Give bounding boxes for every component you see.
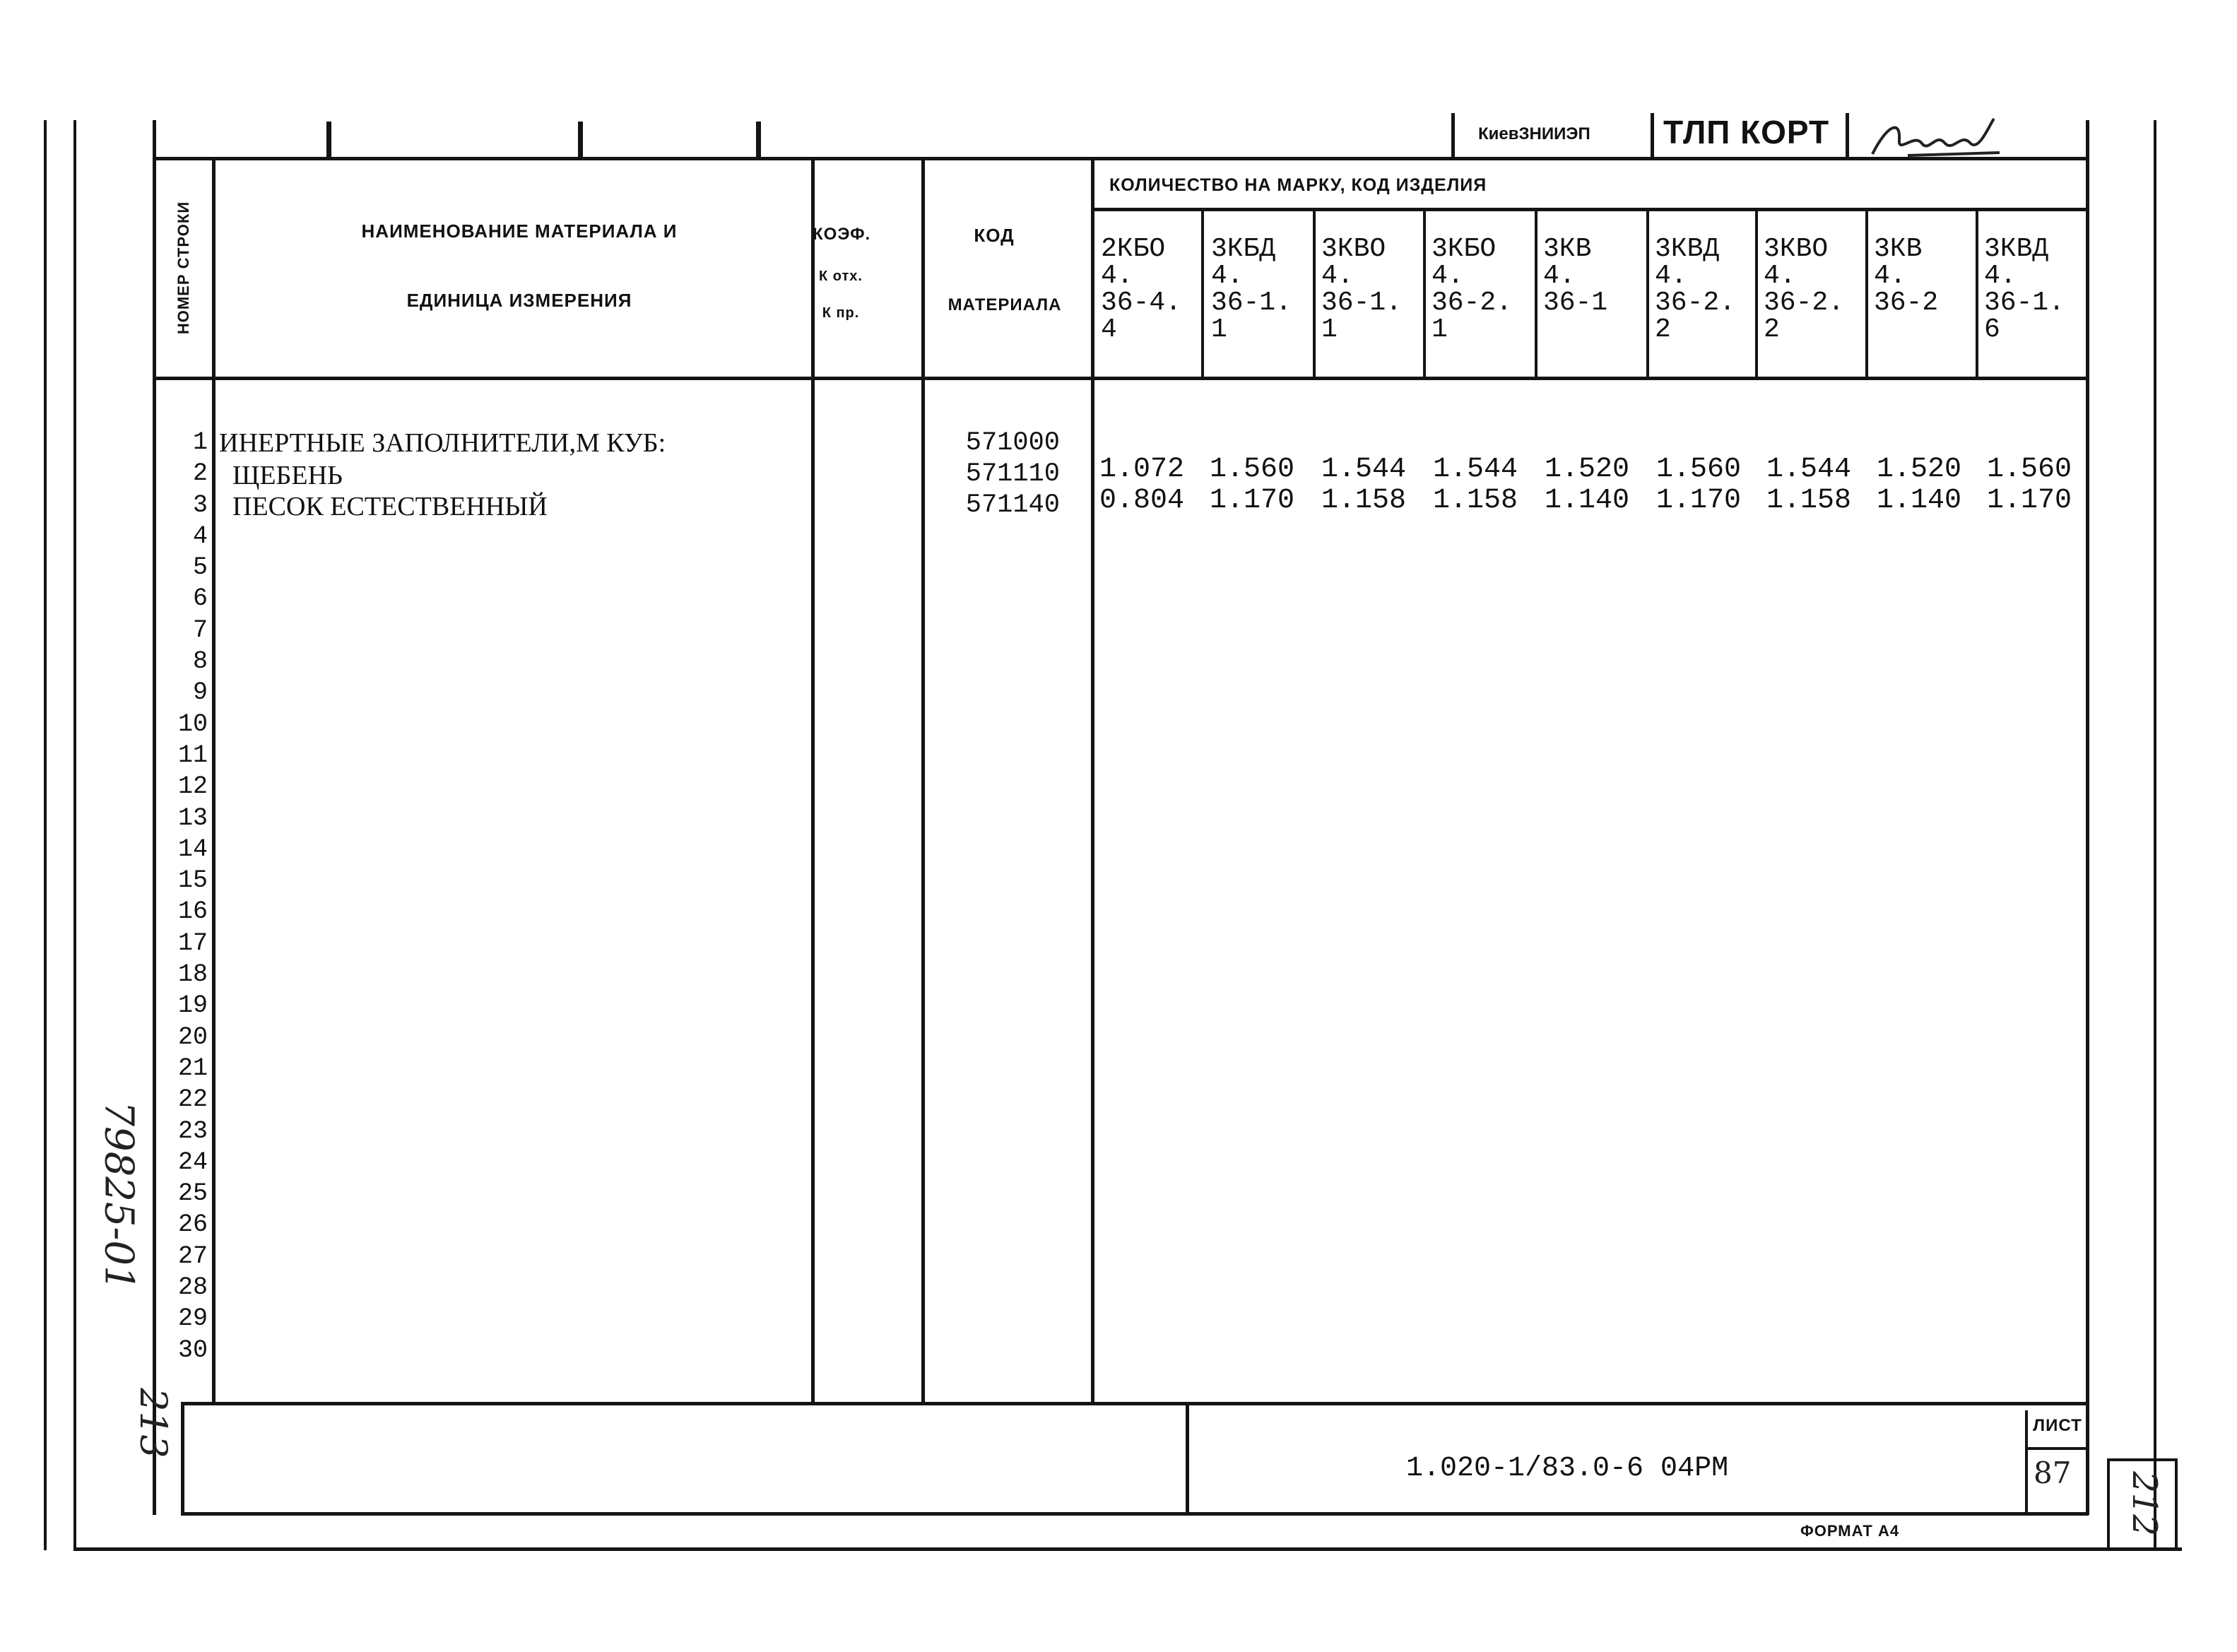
- quantity-value: 1.170: [1210, 485, 1295, 517]
- material-name: ПЕСОК ЕСТЕСТВЕННЫЙ: [219, 492, 548, 521]
- product-code: 2КБО 4. 36-4. 4: [1101, 234, 1182, 345]
- margin-page-number: 213: [131, 1388, 174, 1458]
- product-code: 3КБО 4. 36-2. 1: [1432, 234, 1513, 345]
- line-number: 22: [177, 1085, 208, 1114]
- material-name: ИНЕРТНЫЕ ЗАПОЛНИТЕЛИ,М КУБ:: [219, 428, 666, 458]
- quantity-value: 1.560: [1987, 454, 2072, 485]
- col-line-qty-left: [1091, 158, 1094, 1405]
- document-code: 1.020-1/83.0-6 04РМ: [1406, 1453, 1729, 1485]
- quantity-value: 1.520: [1545, 454, 1630, 485]
- name-header-1: НАИМЕНОВАНИЕ МАТЕРИАЛА И: [361, 220, 678, 242]
- line-number-column: [177, 427, 211, 1366]
- right-border-line: [2154, 120, 2156, 1550]
- product-code: 3КВД 4. 36-1. 6: [1984, 234, 2065, 345]
- product-code: 3КВ 4. 36-2: [1874, 234, 1939, 318]
- coef-header-1: КОЭФ.: [813, 225, 871, 244]
- product-divider: [1646, 209, 1649, 379]
- name-header-2: ЕДИНИЦА ИЗМЕРЕНИЯ: [406, 290, 632, 311]
- material-code: 571110: [965, 459, 1060, 489]
- col-line-coef-left: [811, 158, 815, 1405]
- stamp-org: КиевЗНИИЭП: [1478, 124, 1590, 143]
- left-inner-border-line: [73, 120, 76, 1550]
- stamp-divider: [1451, 113, 1455, 157]
- bottom-border-line: [73, 1547, 2182, 1551]
- top-tick: [326, 122, 331, 158]
- table-right-line: [2086, 120, 2089, 1427]
- line-number: 10: [177, 709, 208, 738]
- side-number: 212: [2125, 1471, 2164, 1536]
- top-tick: [578, 122, 583, 158]
- line-number: 19: [177, 991, 208, 1020]
- inventory-number: 79825-01: [95, 1101, 142, 1291]
- product-divider: [1201, 209, 1204, 379]
- line-no-header: НОМЕР СТРОКИ: [175, 201, 192, 335]
- format-label: ФОРМАТ А4: [1800, 1522, 1900, 1540]
- quantity-value: 1.544: [1766, 454, 1852, 485]
- line-number: 27: [177, 1241, 208, 1270]
- quantity-value: 0.804: [1099, 485, 1185, 517]
- line-number: 16: [177, 897, 208, 926]
- quantity-value: 1.158: [1433, 485, 1518, 517]
- col-line-name-left: [212, 158, 216, 1405]
- coef-header-3: К пр.: [822, 305, 860, 321]
- footer-top-line: [181, 1402, 2089, 1405]
- line-number: 5: [192, 553, 208, 582]
- line-number: 12: [177, 772, 208, 801]
- sheet-box-divider: [2025, 1447, 2089, 1450]
- quantity-value: 1.158: [1766, 485, 1852, 517]
- qty-header: КОЛИЧЕСТВО НА МАРКУ, КОД ИЗДЕЛИЯ: [1109, 175, 1487, 195]
- product-divider: [1313, 209, 1316, 379]
- product-divider: [1423, 209, 1426, 379]
- line-number: 21: [177, 1054, 208, 1082]
- stamp-divider: [1651, 113, 1654, 157]
- stamp-divider: [1846, 113, 1849, 157]
- product-divider: [1865, 209, 1868, 379]
- sheet-number: 87: [2034, 1456, 2072, 1490]
- quantity-value: 1.140: [1877, 485, 1962, 517]
- quantity-value: 1.072: [1099, 454, 1185, 485]
- product-code: 3КВО 4. 36-1. 1: [1321, 234, 1403, 345]
- quantity-value: 1.544: [1321, 454, 1407, 485]
- line-number: 17: [177, 928, 208, 957]
- product-divider: [1535, 209, 1537, 379]
- line-number: 11: [177, 741, 208, 769]
- left-border-line: [44, 120, 47, 1550]
- line-number: 1: [192, 428, 208, 456]
- quantity-value: 1.544: [1433, 454, 1518, 485]
- quantity-value: 1.560: [1656, 454, 1742, 485]
- line-number: 6: [192, 584, 208, 613]
- product-code: 3КБД 4. 36-1. 1: [1211, 234, 1292, 345]
- top-tick: [756, 122, 761, 158]
- line-number: 23: [177, 1116, 208, 1145]
- table-left-line: [153, 120, 156, 1515]
- line-number: 28: [177, 1273, 208, 1302]
- coef-header-2: К отх.: [819, 269, 863, 284]
- line-number: 18: [177, 960, 208, 989]
- line-number: 3: [192, 490, 208, 519]
- line-number: 24: [177, 1147, 208, 1176]
- code-header-1: КОД: [974, 225, 1015, 246]
- line-number: 29: [177, 1304, 208, 1333]
- side-box-left: [2107, 1458, 2110, 1549]
- side-box-right: [2175, 1458, 2178, 1549]
- line-number: 9: [192, 678, 208, 707]
- code-header-2: МАТЕРИАЛА: [948, 295, 1062, 314]
- top-frame-line: [153, 157, 2089, 160]
- quantity-value: 1.170: [1656, 485, 1742, 517]
- line-number: 26: [177, 1210, 208, 1239]
- product-divider: [1976, 209, 1978, 379]
- line-number: 2: [192, 459, 208, 488]
- material-code: 571140: [965, 490, 1060, 520]
- line-number: 7: [192, 615, 208, 644]
- footer-mid-line: [1186, 1402, 1189, 1515]
- product-code: 3КВ 4. 36-1: [1543, 234, 1608, 318]
- stamp-firm: ТЛП КОРТ: [1663, 114, 1830, 151]
- product-code: 3КВД 4. 36-2. 2: [1655, 234, 1736, 345]
- product-divider: [1755, 209, 1758, 379]
- quantity-value: 1.158: [1321, 485, 1407, 517]
- qty-sub-line: [1091, 208, 2089, 211]
- line-number: 8: [192, 647, 208, 676]
- quantity-value: 1.140: [1545, 485, 1630, 517]
- side-box-top: [2107, 1458, 2178, 1461]
- product-code: 3КВО 4. 36-2. 2: [1764, 234, 1845, 345]
- footer-left-line: [181, 1402, 184, 1515]
- quantity-value: 1.520: [1877, 454, 1962, 485]
- line-number: 13: [177, 803, 208, 832]
- quantity-value: 1.560: [1210, 454, 1295, 485]
- footer-bottom-line: [181, 1512, 2089, 1516]
- line-number: 15: [177, 866, 208, 895]
- line-number: 30: [177, 1335, 208, 1364]
- sheet-label: ЛИСТ: [2033, 1416, 2082, 1435]
- header-bottom-line: [153, 377, 2089, 380]
- line-number: 14: [177, 834, 208, 863]
- material-name: ЩЕБЕНЬ: [219, 461, 343, 490]
- col-line-code-left: [921, 158, 925, 1405]
- signature: [1865, 112, 2007, 168]
- material-code: 571000: [965, 428, 1060, 458]
- line-number: 4: [192, 521, 208, 550]
- line-number: 20: [177, 1022, 208, 1051]
- quantity-value: 1.170: [1987, 485, 2072, 517]
- line-number: 25: [177, 1179, 208, 1208]
